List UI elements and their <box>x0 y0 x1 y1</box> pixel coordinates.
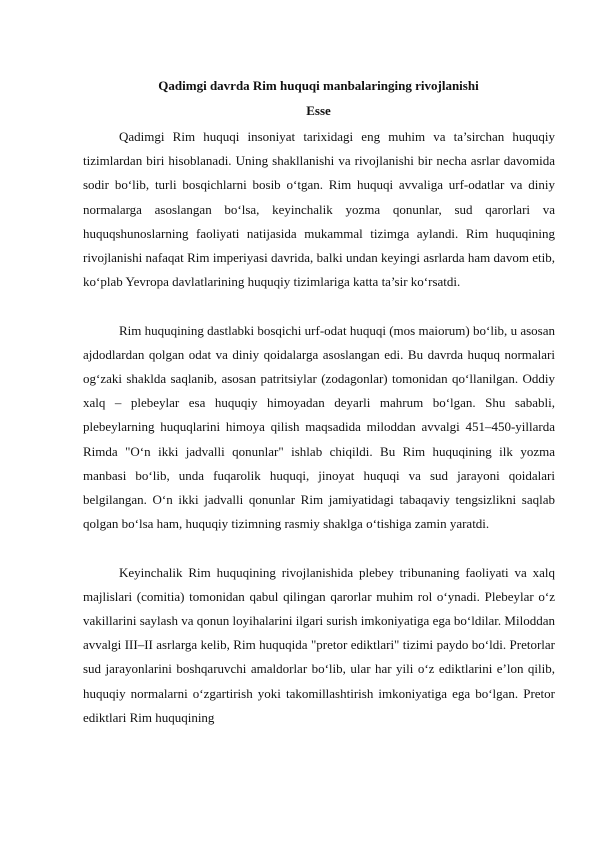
document-subtitle: Esse <box>306 103 331 118</box>
paragraph: Keyinchalik Rim huquqining rivojlanishida plebey tribunaning faoliyati va xalq majlislari (comitia) tomonidan qabul qilingan qarorlar muhim rol o‘ynadi. Plebeylar o‘z vakillarini saylash va qonun loyihalarini ilgari surish imkoniyatiga ega bo‘ldilar. Miloddan avvalgi III–II asrlarga kelib, Rim huquqida "pretor ediktlari" tizimi paydo bo‘ldi. Pretorlar sud jarayonlarini boshqaruvchi amaldorlar bo‘lib, ular har yili o‘z ediktlarini e’lon qilib, huquqiy normalarni o‘zgartirish yoki takomillashtirish imkoniyatiga ega bo‘lgan. Pretor ediktlari Rim huquqining <box>83 564 555 725</box>
document-body <box>83 125 555 730</box>
paragraph: Rim huquqining dastlabki bosqichi urf-odat huquqi (mos maiorum) bo‘lib, u asosan ajdodlardan qolgan odat va diniy qoidalarga asoslangan edi. Bu davrda huquq normalari og‘zaki shaklda saqlanib, asosan patritsiylar (zodagonlar) tomonidan qo‘llanilgan. Oddiy xalq – plebeylar esa huquqiy himoyadan deyarli mahrum bo‘lgan. Shu sababli, plebeylarning huquqlarini himoya qilish maqsadida miloddan avvalgi 451–450-yillarda Rimda "O‘n ikki jadvalli qonunlar" ishlab chiqildi. Bu Rim huquqining ilk yozma manbasi bo‘lib, unda fuqarolik huquqi, jinoyat huquqi va sud jarayoni qoidalari belgilangan. O‘n ikki jadvalli qonunlar Rim jamiyatidagi tabaqaviy tengsizlikni saqlab qolgan bo‘lsa ham, huquqiy tizimning rasmiy shaklga o‘tishiga zamin yaratdi. <box>83 322 555 532</box>
document-title: Qadimgi davrda Rim huquqi manbalaringing rivojlanishi <box>158 78 479 93</box>
paragraph: Qadimgi Rim huquqi insoniyat tarixidagi eng muhim va ta’sirchan huquqiy tizimlardan biri hisoblanadi. Uning shakllanishi va rivojlanishi bir necha asrlar davomida sodir bo‘lib, turli bosqichlarni bosib o‘tgan. Rim huquqi avvaliga urf-odatlar va diniy normalarga asoslangan bo‘lsa, keyinchalik yozma qonunlar, sud qarorlari va huquqshunoslarning faoliyati natijasida mukammal tizimga aylandi. Rim huquqining rivojlanishi nafaqat Rim imperiyasi davrida, balki undan keyingi asrlarda ham davom etib, ko‘plab Yevropa davlatlarining huquqiy tizimlariga katta ta’sir ko‘rsatdi. <box>83 129 555 290</box>
